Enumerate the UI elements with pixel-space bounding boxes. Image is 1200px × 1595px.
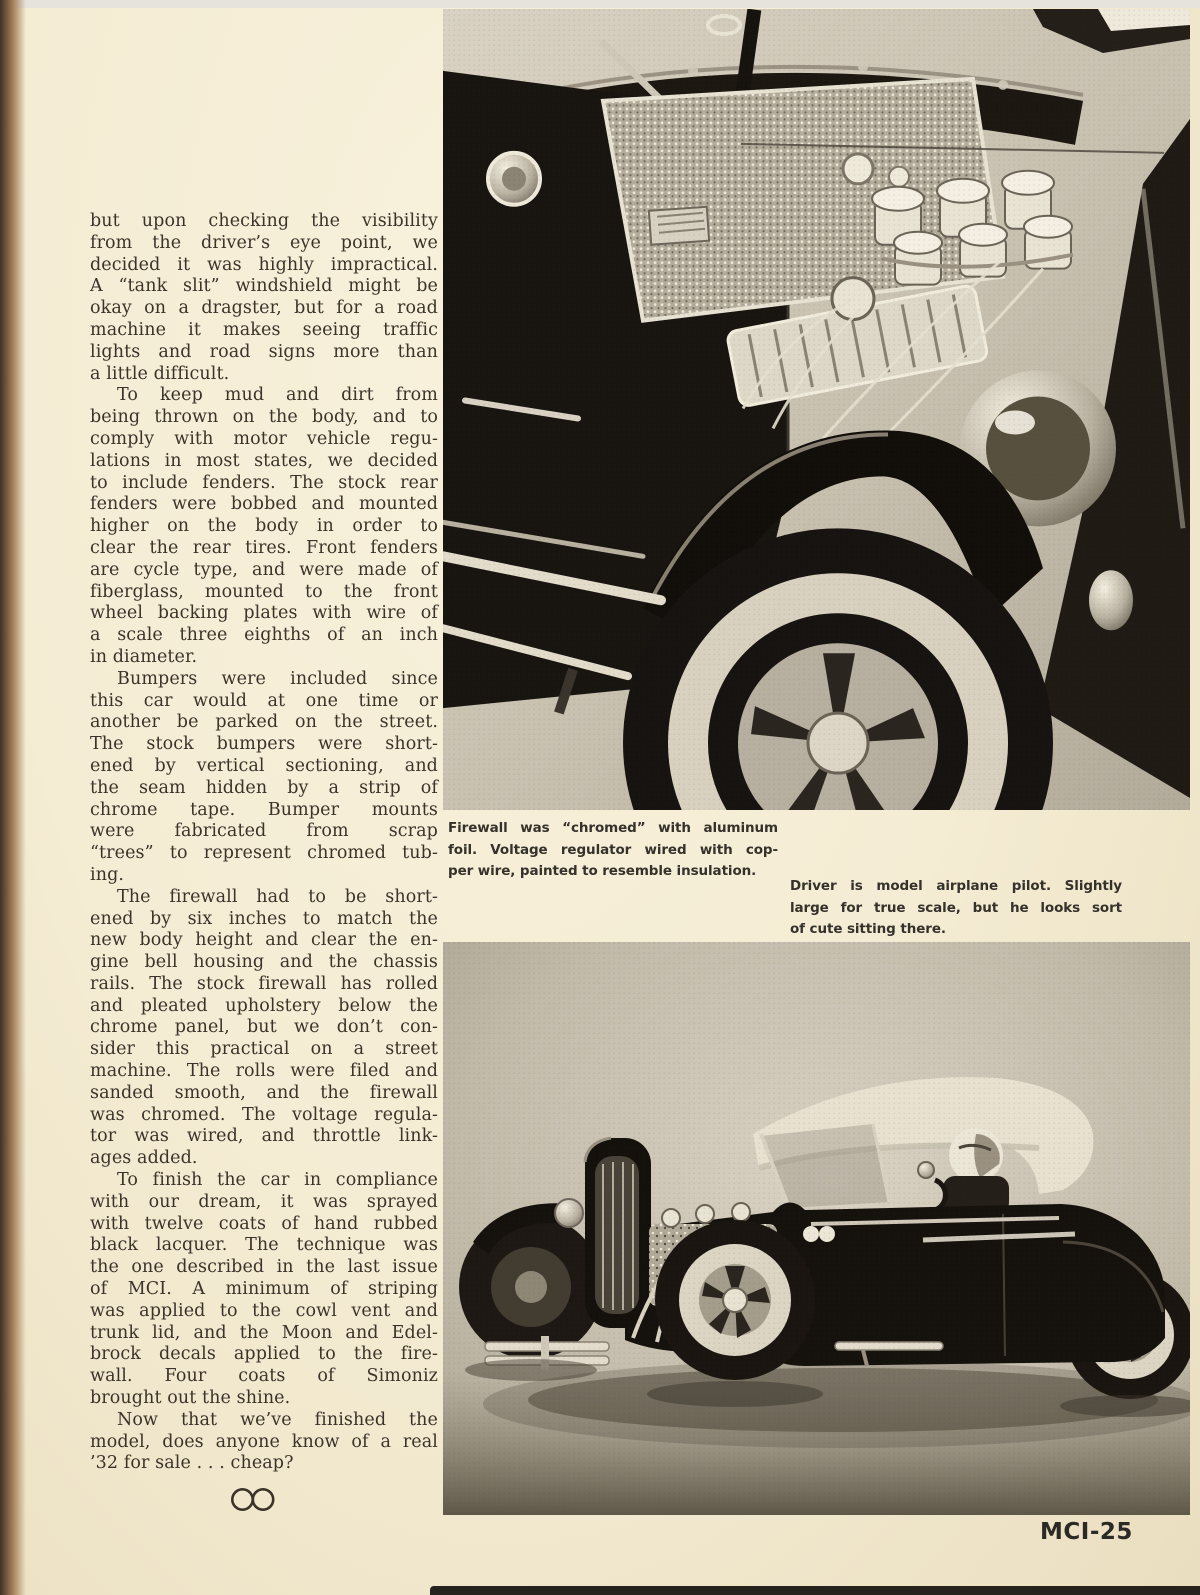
- article-line: was chromed. The voltage regula-: [90, 1104, 438, 1125]
- article-line: the seam hidden by a strip of: [90, 777, 438, 798]
- article-line: of MCI. A minimum of striping: [90, 1279, 438, 1300]
- article-line: machine it makes seeing traffic: [90, 319, 438, 340]
- page-top-edge: [0, 0, 1200, 8]
- page-number: MCI-25: [1040, 1519, 1133, 1545]
- article-line: lations in most states, we decided: [90, 450, 438, 471]
- photo-engine-closeup: [443, 9, 1190, 810]
- article-line: To keep mud and dirt from: [117, 385, 438, 406]
- article-line: are cycle type, and were made of: [90, 559, 438, 580]
- article-line: brock decals applied to the fire-: [90, 1344, 438, 1365]
- article-line: ing.: [90, 864, 125, 885]
- article-line: and pleated upholstery below the: [90, 995, 438, 1016]
- article-line: black lacquer. The technique was: [90, 1235, 438, 1256]
- article-line: this car would at one time or: [90, 690, 438, 711]
- article-line: decided it was highly impractical.: [90, 254, 438, 275]
- page-left-edge: [0, 0, 26, 1595]
- article-line: ’32 for sale . . . cheap?: [90, 1453, 294, 1474]
- end-mark-icon: [230, 1486, 276, 1513]
- caption-line: per wire, painted to resemble insulation.: [448, 863, 757, 879]
- caption-driver: [790, 876, 1122, 941]
- article-line: rails. The stock firewall has rolled: [90, 973, 438, 994]
- article-line: fiberglass, mounted to the front: [90, 581, 438, 602]
- caption-line: large for true scale, but he looks sort: [790, 899, 1122, 916]
- caption-line: foil. Voltage regulator wired with cop-: [448, 841, 778, 858]
- article-line: ened by vertical sectioning, and: [90, 755, 438, 776]
- article-line: with twelve coats of hand rubbed: [90, 1213, 438, 1234]
- article-line: a little difficult.: [90, 363, 230, 384]
- article-line: ages added.: [90, 1148, 198, 1169]
- article-line: A “tank slit” windshield might be: [90, 276, 438, 297]
- article-line: Bumpers were included since: [117, 668, 438, 689]
- article-line: brought out the shine.: [90, 1388, 291, 1409]
- caption-line: Driver is model airplane pilot. Slightly: [790, 878, 1122, 894]
- article-line: to include fenders. The stock rear: [90, 472, 438, 493]
- article-line: a scale three eighths of an inch: [90, 625, 438, 646]
- article-line: fenders were bobbed and mounted: [90, 494, 438, 515]
- article-line: was applied to the cowl vent and: [90, 1300, 438, 1321]
- article-line: with our dream, it was sprayed: [90, 1191, 438, 1212]
- article-line: To finish the car in compliance: [117, 1170, 438, 1191]
- photo-full-car: [443, 942, 1190, 1515]
- article-line: The stock bumpers were short-: [90, 734, 438, 755]
- article-line: the one described in the last issue: [90, 1257, 438, 1278]
- caption-line: of cute sitting there.: [790, 921, 946, 937]
- article-line: were fabricated from scrap: [90, 821, 438, 842]
- article-text: [90, 211, 438, 1475]
- article-line: higher on the body in order to: [90, 516, 438, 537]
- article-line: lights and road signs more than: [90, 341, 438, 362]
- article-line: another be parked on the street.: [90, 712, 438, 733]
- article-line: machine. The rolls were filed and: [90, 1061, 438, 1082]
- article-line: model, does anyone know of a real: [90, 1431, 438, 1452]
- article-line: clear the rear tires. Front fenders: [90, 537, 438, 558]
- article-line: in diameter.: [90, 646, 198, 667]
- article-line: sider this practical on a street: [90, 1039, 438, 1060]
- article-line: wheel backing plates with wire of: [90, 603, 438, 624]
- article-line: chrome tape. Bumper mounts: [90, 799, 438, 820]
- article-line: new body height and clear the en-: [90, 930, 438, 951]
- caption-line: Firewall was “chromed” with aluminum: [448, 820, 778, 836]
- article-line: from the driver’s eye point, we: [90, 232, 438, 253]
- article-line: okay on a dragster, but for a road: [90, 298, 438, 319]
- article-line: trunk lid, and the Moon and Edel-: [90, 1322, 438, 1343]
- caption-firewall: [448, 818, 778, 883]
- article-line: “trees” to represent chromed tub-: [90, 843, 438, 864]
- article-line: wall. Four coats of Simoniz: [90, 1366, 438, 1387]
- article-line: being thrown on the body, and to: [90, 407, 438, 428]
- article-line: sanded smooth, and the firewall: [90, 1082, 438, 1103]
- article-line: ened by six inches to match the: [90, 908, 438, 929]
- article-line: Now that we’ve finished the: [117, 1409, 438, 1430]
- article-line: gine bell housing and the chassis: [90, 952, 438, 973]
- article-line: comply with motor vehicle regu-: [90, 428, 438, 449]
- article-line: The firewall had to be short-: [117, 886, 438, 907]
- article-line: chrome panel, but we don’t con-: [90, 1017, 438, 1038]
- next-page-edge: [430, 1586, 1200, 1595]
- article-line: tor was wired, and throttle link-: [90, 1126, 438, 1147]
- article-line: but upon checking the visibility: [90, 211, 438, 231]
